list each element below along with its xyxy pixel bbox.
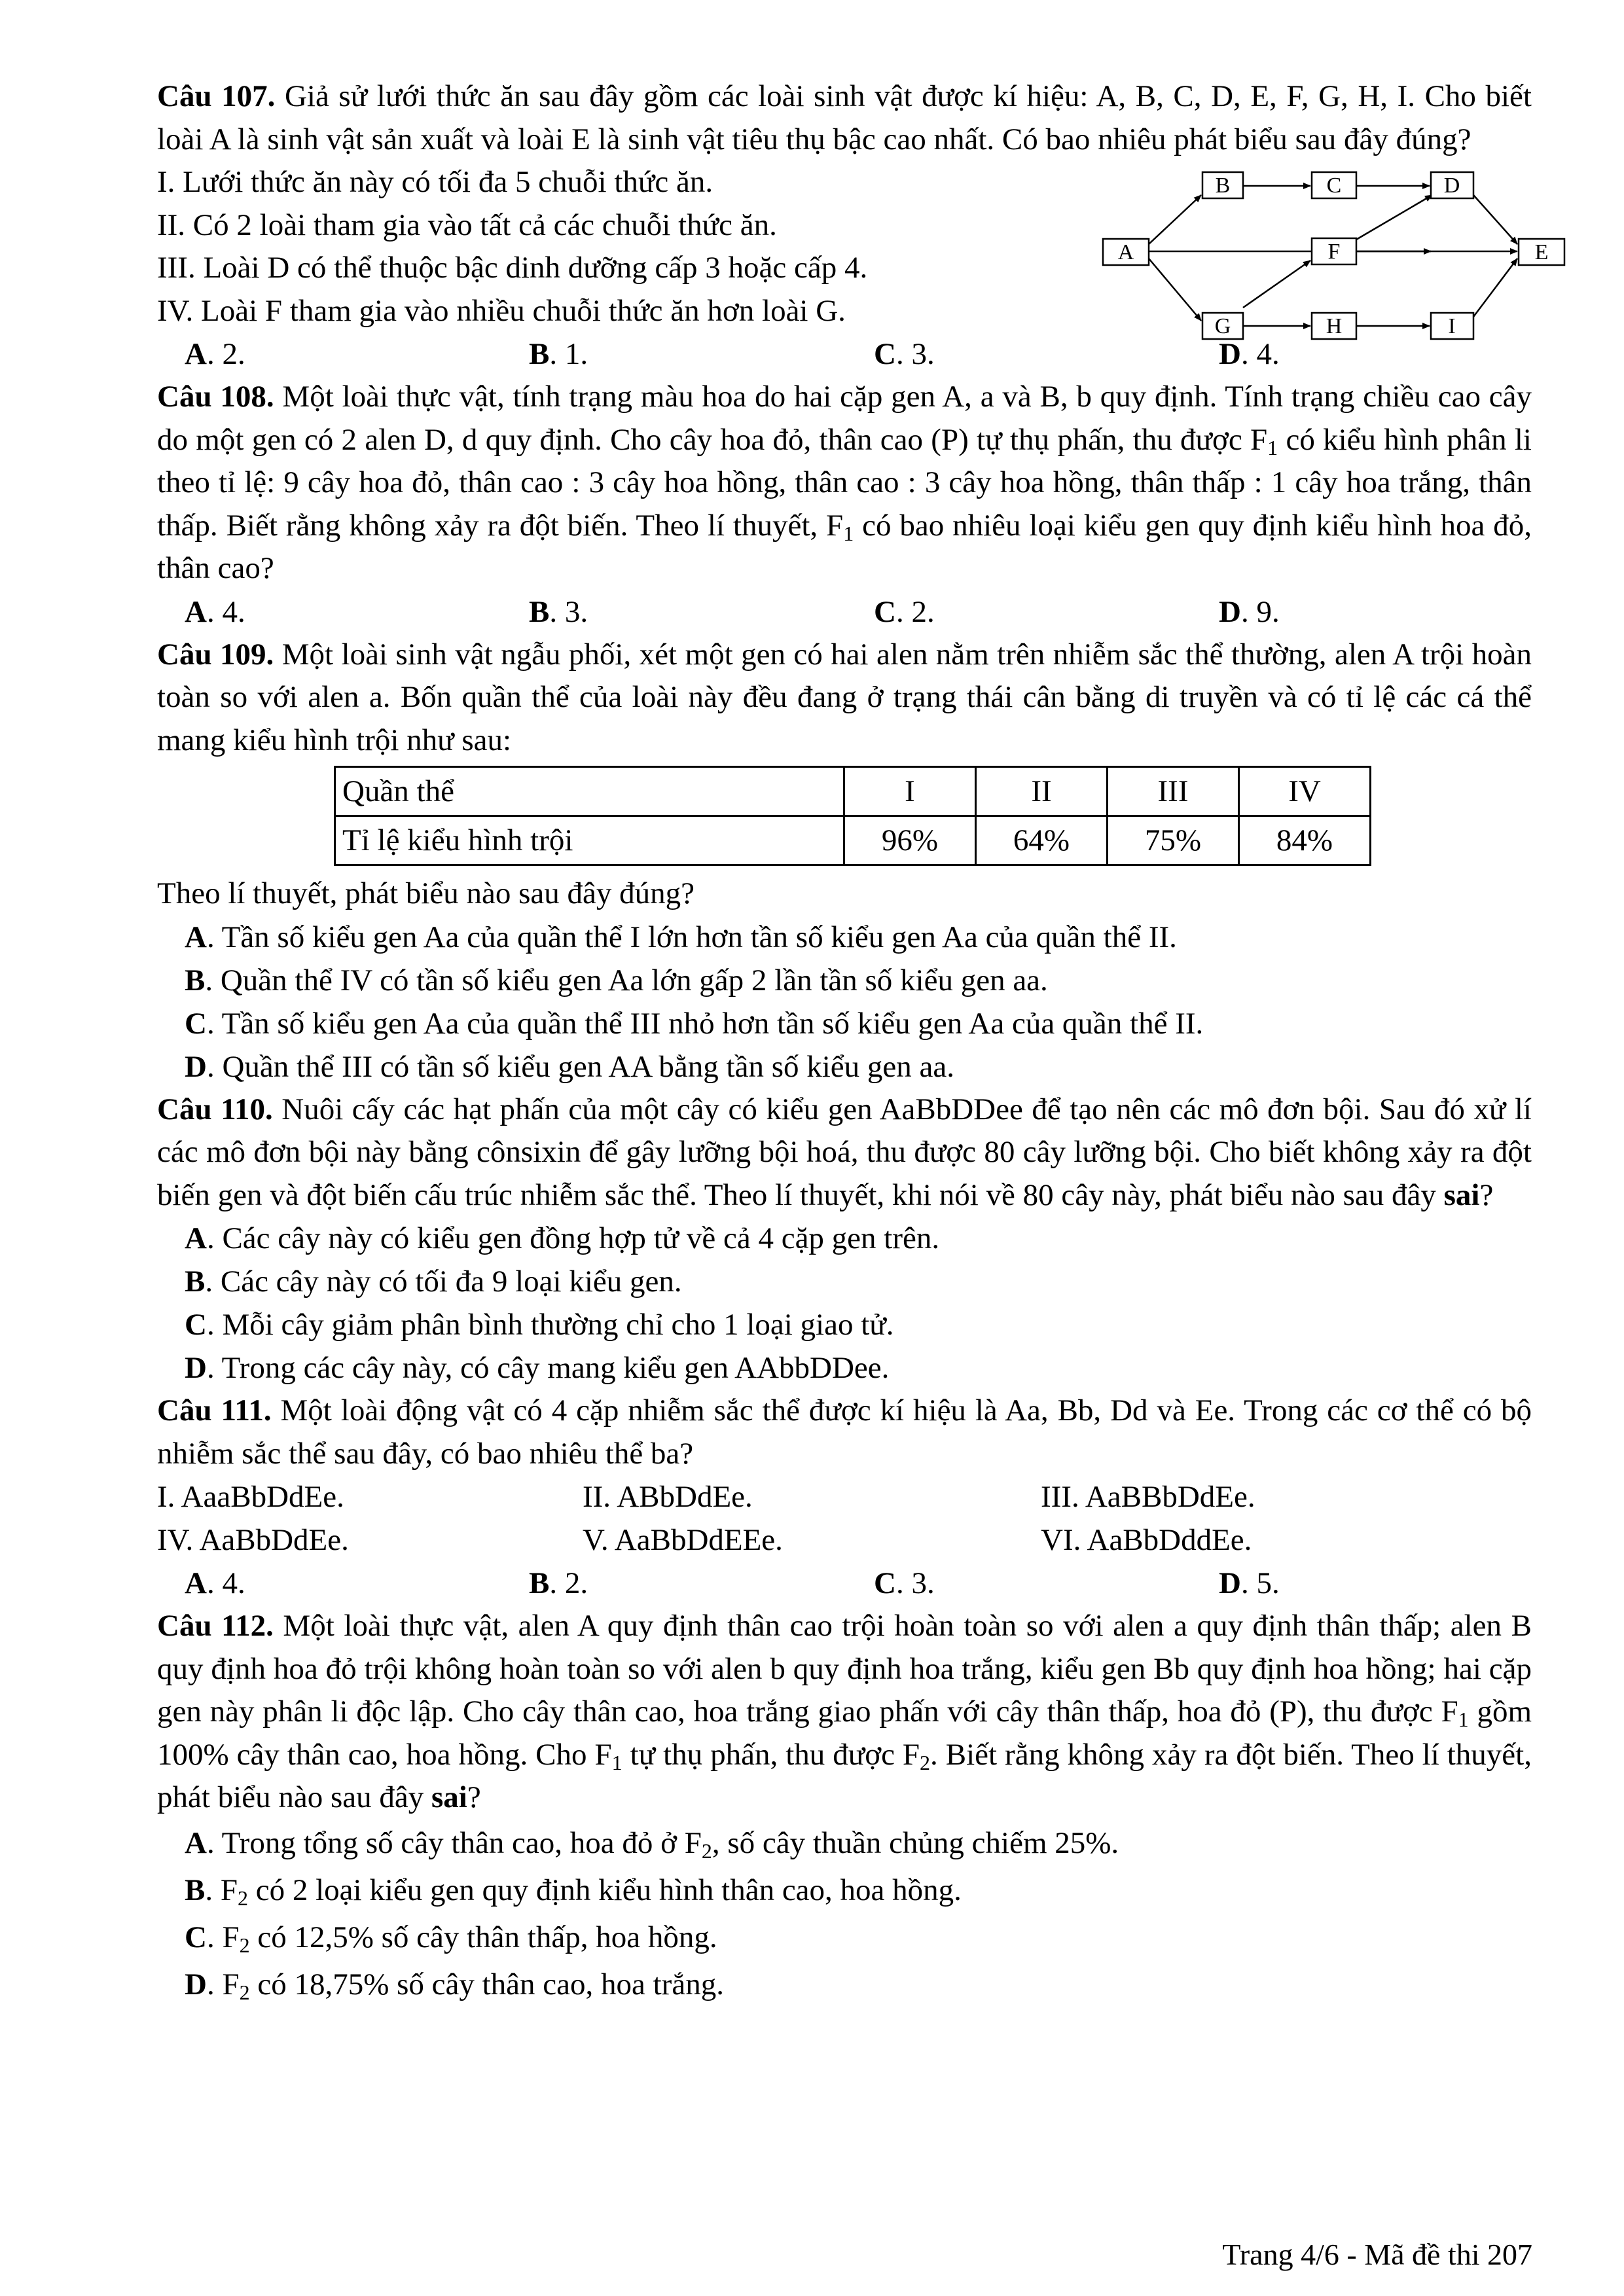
option-c[interactable]: C. Tần số kiểu gen Aa của quần thể III nhỏ hơn tần số kiểu gen Aa của quần thể II. xyxy=(185,1006,1204,1041)
option-d[interactable]: D. 4. xyxy=(1219,337,1280,371)
question-109-stem: Câu 109. Một loài sinh vật ngẫu phối, xét một gen có hai alen nằm trên nhiễm sắc thể thường, alen A trội hoàn toàn so với alen a. Bốn quần thể của loài này đều đang ở trạng thái cân bằng di truyền và có tỉ lệ các cá thể mang kiểu hình trội như sau: xyxy=(157,637,1532,757)
statement: VI. AaBbDddEe. xyxy=(1041,1523,1252,1557)
option-a[interactable]: A. 4. xyxy=(185,594,245,629)
question-111-stem: Câu 111. Một loài động vật có 4 cặp nhiễm sắc thể được kí hiệu là Aa, Bb, Dd và Ee. Trong các cơ thể có bộ nhiễm sắc thể sau đây, có bao nhiêu thể ba? xyxy=(157,1393,1532,1471)
option-b[interactable]: B. Quần thể IV có tần số kiểu gen Aa lớn gấp 2 lần tần số kiểu gen aa. xyxy=(185,963,1048,997)
exam-page xyxy=(157,75,1549,2008)
option-c[interactable]: C. 3. xyxy=(874,337,935,371)
population-table xyxy=(334,766,1371,866)
option-b[interactable]: B. 2. xyxy=(529,1566,588,1600)
svg-text:C: C xyxy=(1326,173,1342,198)
statement: III. Loài D có thể thuộc bậc dinh dưỡng cấp 3 hoặc cấp 4. xyxy=(157,251,868,285)
option-d[interactable]: D. 9. xyxy=(1219,594,1280,629)
question-107 xyxy=(157,75,1549,376)
question-110 xyxy=(157,1088,1532,1390)
statement-row xyxy=(157,1475,1532,1518)
options-row xyxy=(157,332,1532,376)
option-c[interactable]: C. 3. xyxy=(874,1566,935,1600)
node-b xyxy=(1202,172,1243,198)
option-d[interactable]: D. Quần thể III có tần số kiểu gen AA bằng tần số kiểu gen aa. xyxy=(185,1049,954,1084)
question-111 xyxy=(157,1390,1532,1605)
table-row: Tỉ lệ kiểu hình trội 96% 64% 75% 84% xyxy=(335,816,1371,865)
statement: II. Có 2 loài tham gia vào tất cả các chuỗi thức ăn. xyxy=(157,207,777,242)
option-b[interactable]: B. Các cây này có tối đa 9 loại kiểu gen. xyxy=(185,1265,682,1299)
option-c[interactable]: C. $F_2$ có 12,5% số cây thân thấp, hoa hồng. xyxy=(185,1920,717,1957)
question-109-prompt: Theo lí thuyết, phát biểu nào sau đây đúng? xyxy=(157,876,695,910)
option-c[interactable]: C. Mỗi cây giảm phân bình thường chỉ cho 1 loại giao tử. xyxy=(185,1308,894,1342)
question-110-stem: Câu 110. Nuôi cấy các hạt phấn của một cây có kiểu gen AaBbDDee để tạo nên các mô đơn bội. Sau đó xử lí các mô đơn bội này bằng cônsixin để gây lưỡng bội hoá, thu được 80 cây lưỡng bội. Cho biết không xảy ra đột biến gen và đột biến cấu trúc nhiễm sắc thể. Theo lí thuyết, khi nói về 80 cây này, phát biểu nào sau đây sai? xyxy=(157,1092,1532,1212)
question-108 xyxy=(157,376,1532,634)
option-a[interactable]: A. Trong tổng số cây thân cao, hoa đỏ ở $F_2$, số cây thuần chủng chiếm 25%. xyxy=(185,1825,1119,1863)
option-b[interactable]: B. 3. xyxy=(529,594,588,629)
page-footer: Trang 4/6 - Mã đề thi 207 xyxy=(1222,2238,1532,2271)
node-e xyxy=(1519,239,1564,265)
question-107-stem: Câu 107. Giả sử lưới thức ăn sau đây gồm các loài sinh vật được kí hiệu: A, B, C, D, E, F, G, H, I. Cho biết loài A là sinh vật sản xuất và loài E là sinh vật tiêu thụ bậc cao nhất. Có bao nhiêu phát biểu sau đây đúng? xyxy=(157,79,1532,156)
option-a[interactable]: A. Các cây này có kiểu gen đồng hợp tử về cả 4 cặp gen trên. xyxy=(185,1221,940,1255)
node-f xyxy=(1312,238,1356,264)
statement: I. AaaBbDdEe. xyxy=(157,1480,344,1514)
node-c xyxy=(1312,172,1356,198)
svg-text:A: A xyxy=(1117,240,1134,264)
statement: III. AaBBbDdEe. xyxy=(1041,1480,1255,1514)
option-b[interactable]: B. 1. xyxy=(529,337,588,371)
statement: I. Lưới thức ăn này có tối đa 5 chuỗi thức ăn. xyxy=(157,165,713,199)
statement-row xyxy=(157,1518,1532,1562)
option-a[interactable]: A. 4. xyxy=(185,1566,245,1600)
options-row xyxy=(157,590,1532,634)
option-d[interactable]: D. 5. xyxy=(1219,1566,1280,1600)
svg-text:F: F xyxy=(1327,240,1341,264)
food-web-diagram xyxy=(1074,169,1571,359)
option-a[interactable]: A. 2. xyxy=(185,337,245,371)
svg-text:D: D xyxy=(1443,173,1460,198)
statement: V. AaBbDdEEe. xyxy=(583,1523,783,1557)
node-d xyxy=(1431,172,1473,198)
node-a xyxy=(1103,239,1149,265)
question-108-stem: Câu 108. Một loài thực vật, tính trạng màu hoa do hai cặp gen A, a và B, b quy định. Tính trạng chiều cao cây do một gen có 2 alen D, d quy định. Cho cây hoa đỏ, thân cao (P) tự thụ phấn, thu được $F_1$ có kiểu hình phân li theo tỉ lệ: 9 cây hoa đỏ, thân cao : 3 cây hoa hồng, thân cao : 3 cây hoa hồng, thân thấp : 1 cây hoa trắng, thân thấp. Biết rằng không xảy ra đột biến. Theo lí thuyết, $F_1$ có bao nhiêu loại kiểu gen quy định kiểu hình hoa đỏ, thân cao? xyxy=(157,380,1532,585)
option-a[interactable]: A. Tần số kiểu gen Aa của quần thể I lớn hơn tần số kiểu gen Aa của quần thể II. xyxy=(185,920,1177,954)
svg-text:G: G xyxy=(1214,314,1231,338)
svg-text:E: E xyxy=(1534,240,1549,264)
question-112 xyxy=(157,1605,1532,2008)
statement: IV. AaBbDdEe. xyxy=(157,1523,349,1557)
options-row xyxy=(157,1562,1532,1605)
option-c[interactable]: C. 2. xyxy=(874,594,935,629)
statement: IV. Loài F tham gia vào nhiều chuỗi thức ăn hơn loài G. xyxy=(157,293,846,328)
option-d[interactable]: D. $F_2$ có 18,75% số cây thân cao, hoa trắng. xyxy=(185,1967,724,2004)
svg-text:I: I xyxy=(1448,314,1456,338)
svg-text:B: B xyxy=(1215,173,1231,198)
statement: II. ABbDdEe. xyxy=(583,1480,753,1514)
table-row: Quần thể I II III IV xyxy=(335,767,1371,816)
question-109 xyxy=(157,634,1532,1088)
option-b[interactable]: B. $F_2$ có 2 loại kiểu gen quy định kiểu hình thân cao, hoa hồng. xyxy=(185,1873,962,1910)
svg-text:H: H xyxy=(1326,314,1343,338)
question-label: Câu 107. xyxy=(157,79,276,113)
question-112-stem: Câu 112. Một loài thực vật, alen A quy định thân cao trội hoàn toàn so với alen a quy định thân thấp; alen B quy định hoa đỏ trội không hoàn toàn so với alen b quy định hoa trắng, kiểu gen Bb quy định hoa hồng; hai cặp gen này phân li độc lập. Cho cây thân cao, hoa trắng giao phấn với cây thân thấp, hoa đỏ (P), thu được $F_1$ gồm 100% cây thân cao, hoa hồng. Cho $F_1$ tự thụ phấn, thu được $F_2$. Biết rằng không xảy ra đột biến. Theo lí thuyết, phát biểu nào sau đây sai? xyxy=(157,1609,1532,1814)
option-d[interactable]: D. Trong các cây này, có cây mang kiểu gen AAbbDDee. xyxy=(185,1351,890,1385)
